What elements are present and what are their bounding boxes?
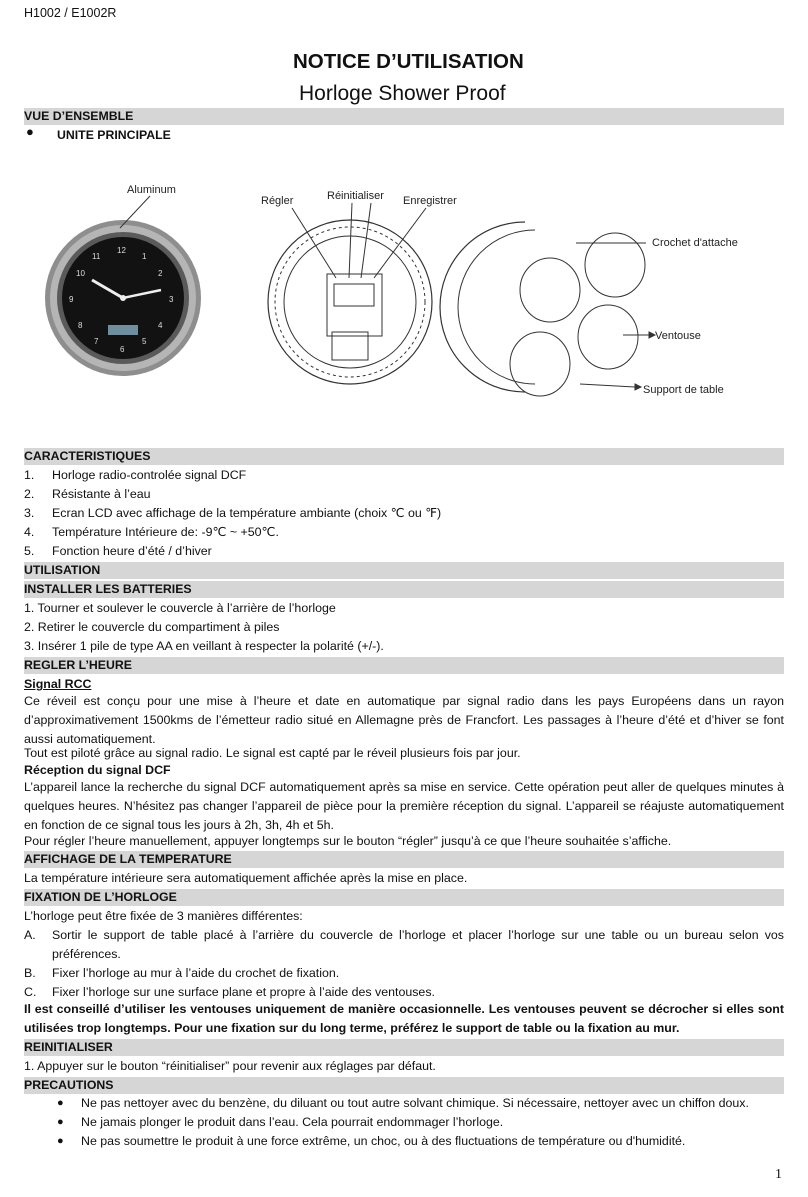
section-heading-usage: UTILISATION bbox=[24, 562, 784, 579]
list-item: A. Sortir le support de table placé à l’arrière du couvercle de l’horloge et placer l’horloge sur une table ou un bureau selon vos préférences. bbox=[24, 928, 784, 961]
svg-text:1: 1 bbox=[142, 252, 147, 261]
svg-text:11: 11 bbox=[92, 252, 101, 261]
page-subtitle: Horloge Shower Proof bbox=[299, 82, 506, 105]
page-number: 1 bbox=[775, 1167, 782, 1182]
label-ventouse: Ventouse bbox=[655, 330, 701, 342]
mounting-intro: L’horloge peut être fixée de 3 manières différentes: bbox=[24, 909, 303, 923]
reset-text: 1. Appuyer sur le bouton “réinitialiser” pour revenir aux réglages par défaut. bbox=[24, 1059, 436, 1073]
svg-text:5: 5 bbox=[142, 337, 147, 346]
bullet-item-main-unit: UNITE PRINCIPALE bbox=[57, 128, 171, 142]
paragraph-manual: Pour régler l’heure manuellement, appuyer longtemps sur le bouton “régler” jusqu’à ce que l’heure souhaitée s’affiche. bbox=[24, 834, 672, 848]
svg-text:2: 2 bbox=[158, 269, 163, 278]
document-id: H1002 / E1002R bbox=[24, 6, 117, 20]
section-heading-features: CARACTERISTIQUES bbox=[24, 448, 784, 465]
temperature-text: La température intérieure sera automatiquement affichée après la mise en place. bbox=[24, 871, 468, 885]
battery-step-1: 1. Tourner et soulever le couvercle à l’arrière de l’horloge bbox=[24, 601, 336, 615]
label-crochet: Crochet d'attache bbox=[652, 237, 738, 249]
svg-text:3: 3 bbox=[169, 295, 174, 304]
svg-text:4: 4 bbox=[158, 321, 163, 330]
bullet-icon: ● bbox=[26, 124, 34, 139]
svg-text:12: 12 bbox=[117, 246, 126, 255]
subheading-rcc: Signal RCC bbox=[24, 677, 92, 691]
svg-text:8: 8 bbox=[78, 321, 83, 330]
list-item: ● Ne pas nettoyer avec du benzène, du diluant ou tout autre solvant chimique. Si nécessaire, nettoyer avec un chiffon doux. bbox=[57, 1096, 749, 1110]
mounting-warning: Il est conseillé d’utiliser les ventouses uniquement de manière occasionnelle. Les ventouses peuvent se décrocher si elles sont utilisées trop longtemps. Pour une fixation sur du long terme, préférez le support de table ou la fixation au mur. bbox=[24, 1002, 784, 1035]
battery-step-2: 2. Retirer le couvercle du compartiment à piles bbox=[24, 620, 280, 634]
section-heading-mounting: FIXATION DE L’HORLOGE bbox=[24, 889, 784, 906]
section-heading-temperature: AFFICHAGE DE LA TEMPERATURE bbox=[24, 851, 784, 868]
paragraph-rcc: Ce réveil est conçu pour une mise à l’heure et date en automatique par signal radio dans les pays Européens dans un rayon d’approximativement 1500kms de l’émetteur radio situé en Allemagne près de Francfort. Les passages à l’heure d’été et d’hiver se font aussi automatiquement. bbox=[24, 694, 784, 746]
bullet-icon: ● bbox=[57, 1097, 64, 1109]
label-support: Support de table bbox=[643, 384, 724, 396]
subheading-dcf: Réception du signal DCF bbox=[24, 763, 171, 777]
section-heading-precautions: PRECAUTIONS bbox=[24, 1077, 784, 1094]
battery-step-3: 3. Insérer 1 pile de type AA en veillant à respecter la polarité (+/-). bbox=[24, 639, 384, 653]
list-item: ● Ne pas soumettre le produit à une force extrême, un choc, ou à des fluctuations de température ou d'humidité. bbox=[57, 1134, 686, 1148]
clock-diagram bbox=[30, 172, 750, 412]
label-reinitialiser: Réinitialiser bbox=[327, 190, 384, 202]
svg-text:9: 9 bbox=[69, 295, 74, 304]
svg-text:6: 6 bbox=[120, 345, 125, 354]
label-enregistrer: Enregistrer bbox=[403, 195, 457, 207]
section-heading-batteries: INSTALLER LES BATTERIES bbox=[24, 581, 784, 598]
clock-front-illustration bbox=[45, 220, 201, 376]
page-title: NOTICE D’UTILISATION bbox=[293, 50, 524, 73]
section-heading-set-time: REGLER L’HEURE bbox=[24, 657, 784, 674]
label-aluminum: Aluminum bbox=[127, 184, 176, 196]
svg-text:7: 7 bbox=[94, 337, 99, 346]
bullet-icon: ● bbox=[57, 1135, 64, 1147]
clock-side-illustration bbox=[440, 222, 645, 396]
paragraph-dcf: L’appareil lance la recherche du signal DCF automatiquement après sa mise en service. Cette opération peut aller de quelques minutes à quelques heures. N’hésitez pas changer l’appareil de pièce pour la première réception du signal. L’appareil se réajuste automatiquement en fonction de ce signal tous les jours à 2h, 3h, 4h et 5h. bbox=[24, 780, 784, 832]
svg-text:10: 10 bbox=[76, 269, 85, 278]
label-regler: Régler bbox=[261, 195, 294, 207]
paragraph-radio: Tout est piloté grâce au signal radio. Le signal est capté par le réveil plusieurs fois par jour. bbox=[24, 746, 521, 760]
section-heading-overview: VUE D’ENSEMBLE bbox=[24, 108, 784, 125]
bullet-icon: ● bbox=[57, 1116, 64, 1128]
list-item: ● Ne jamais plonger le produit dans l’eau. Cela pourrait endommager l’horloge. bbox=[57, 1115, 504, 1129]
section-heading-reset: REINITIALISER bbox=[24, 1039, 784, 1056]
